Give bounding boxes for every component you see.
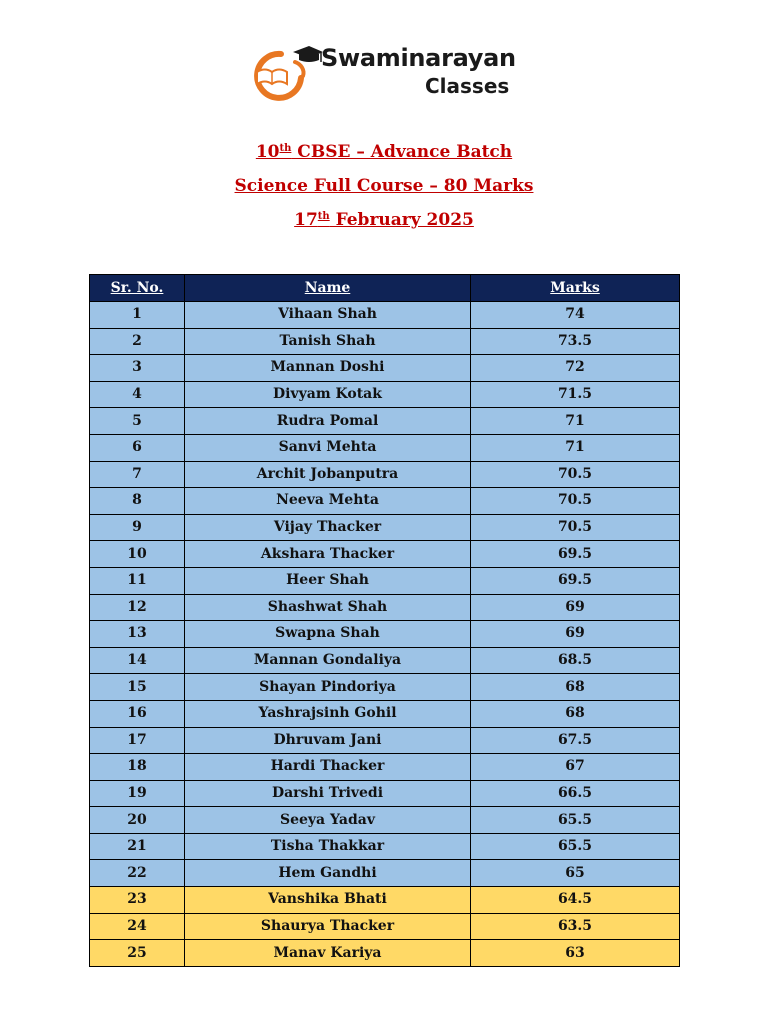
name-cell: Dhruvam Jani xyxy=(185,727,471,754)
table-row xyxy=(90,887,680,914)
name-cell: Shashwat Shah xyxy=(185,594,471,621)
table-row xyxy=(90,328,680,355)
name-cell: Divyam Kotak xyxy=(185,381,471,408)
sr-no-cell: 16 xyxy=(90,700,185,727)
sr-no-cell: 23 xyxy=(90,887,185,914)
batch-heading-ordinal: th xyxy=(279,143,292,154)
name-cell: Mannan Doshi xyxy=(185,355,471,382)
marks-table xyxy=(89,274,680,967)
name-cell: Heer Shah xyxy=(185,567,471,594)
table-row xyxy=(90,807,680,834)
name-cell: Shayan Pindoriya xyxy=(185,674,471,701)
batch-heading-text: CBSE – Advance Batch xyxy=(291,142,513,162)
sr-no-cell: 5 xyxy=(90,408,185,435)
table-row xyxy=(90,833,680,860)
marks-cell: 65 xyxy=(471,860,680,887)
table-row xyxy=(90,408,680,435)
sr-no-cell: 25 xyxy=(90,940,185,967)
name-cell: Vihaan Shah xyxy=(185,302,471,329)
name-cell: Vijay Thacker xyxy=(185,514,471,541)
marks-cell: 72 xyxy=(471,355,680,382)
name-cell: Shaurya Thacker xyxy=(185,913,471,940)
marks-cell: 69.5 xyxy=(471,567,680,594)
table-row xyxy=(90,434,680,461)
name-cell: Darshi Trivedi xyxy=(185,780,471,807)
name-cell: Swapna Shah xyxy=(185,621,471,648)
table-row xyxy=(90,461,680,488)
table-row xyxy=(90,621,680,648)
sr-no-cell: 4 xyxy=(90,381,185,408)
table-row xyxy=(90,514,680,541)
date-heading-ordinal: th xyxy=(317,211,330,222)
sr-no-cell: 17 xyxy=(90,727,185,754)
name-cell: Vanshika Bhati xyxy=(185,887,471,914)
sr-no-cell: 1 xyxy=(90,302,185,329)
sr-no-cell: 24 xyxy=(90,913,185,940)
table-body xyxy=(90,302,680,967)
sr-no-cell: 8 xyxy=(90,488,185,515)
sr-no-cell: 10 xyxy=(90,541,185,568)
book-graduation-cap-logo-icon xyxy=(243,42,323,102)
name-cell: Archit Jobanputra xyxy=(185,461,471,488)
marks-cell: 74 xyxy=(471,302,680,329)
marks-cell: 63.5 xyxy=(471,913,680,940)
sr-no-cell: 2 xyxy=(90,328,185,355)
sr-no-cell: 9 xyxy=(90,514,185,541)
marks-cell: 69.5 xyxy=(471,541,680,568)
table-row xyxy=(90,727,680,754)
marks-cell: 67.5 xyxy=(471,727,680,754)
marks-cell: 71 xyxy=(471,434,680,461)
name-cell: Tanish Shah xyxy=(185,328,471,355)
sr-no-cell: 18 xyxy=(90,754,185,781)
table-row xyxy=(90,860,680,887)
sr-no-cell: 13 xyxy=(90,621,185,648)
course-heading: Science Full Course – 80 Marks xyxy=(234,176,534,196)
sr-no-cell: 6 xyxy=(90,434,185,461)
sr-no-cell: 7 xyxy=(90,461,185,488)
table-row xyxy=(90,355,680,382)
marks-cell: 69 xyxy=(471,621,680,648)
sr-no-cell: 11 xyxy=(90,567,185,594)
sr-no-cell: 14 xyxy=(90,647,185,674)
marks-cell: 69 xyxy=(471,594,680,621)
table-row xyxy=(90,567,680,594)
table-row xyxy=(90,488,680,515)
marks-cell: 70.5 xyxy=(471,514,680,541)
table-row xyxy=(90,913,680,940)
marks-cell: 73.5 xyxy=(471,328,680,355)
marks-cell: 70.5 xyxy=(471,461,680,488)
table-row xyxy=(90,594,680,621)
marks-cell: 65.5 xyxy=(471,833,680,860)
marks-cell: 68.5 xyxy=(471,647,680,674)
marks-cell: 68 xyxy=(471,700,680,727)
marks-cell: 68 xyxy=(471,674,680,701)
marks-cell: 71 xyxy=(471,408,680,435)
table-row xyxy=(90,541,680,568)
brand-name: Swaminarayan xyxy=(321,44,516,72)
name-cell: Hardi Thacker xyxy=(185,754,471,781)
table-row xyxy=(90,381,680,408)
column-header-name: Name xyxy=(185,275,471,302)
name-cell: Manav Kariya xyxy=(185,940,471,967)
brand-logo xyxy=(243,42,516,102)
name-cell: Tisha Thakkar xyxy=(185,833,471,860)
column-header-sr-no: Sr. No. xyxy=(90,275,185,302)
date-heading-text: February 2025 xyxy=(329,210,474,230)
marks-cell: 67 xyxy=(471,754,680,781)
name-cell: Akshara Thacker xyxy=(185,541,471,568)
sr-no-cell: 21 xyxy=(90,833,185,860)
date-heading-day: 17 xyxy=(294,210,318,230)
sr-no-cell: 20 xyxy=(90,807,185,834)
name-cell: Sanvi Mehta xyxy=(185,434,471,461)
name-cell: Yashrajsinh Gohil xyxy=(185,700,471,727)
marks-cell: 64.5 xyxy=(471,887,680,914)
sr-no-cell: 22 xyxy=(90,860,185,887)
marks-cell: 65.5 xyxy=(471,807,680,834)
batch-heading-number: 10 xyxy=(255,142,280,162)
sr-no-cell: 3 xyxy=(90,355,185,382)
date-heading xyxy=(0,210,768,230)
column-header-marks: Marks xyxy=(471,275,680,302)
sr-no-cell: 12 xyxy=(90,594,185,621)
table-row xyxy=(90,780,680,807)
name-cell: Mannan Gondaliya xyxy=(185,647,471,674)
batch-heading xyxy=(0,142,768,162)
table-row xyxy=(90,302,680,329)
marks-cell: 66.5 xyxy=(471,780,680,807)
sr-no-cell: 19 xyxy=(90,780,185,807)
table-row xyxy=(90,647,680,674)
table-row xyxy=(90,674,680,701)
marks-cell: 70.5 xyxy=(471,488,680,515)
sr-no-cell: 15 xyxy=(90,674,185,701)
name-cell: Neeva Mehta xyxy=(185,488,471,515)
table-row xyxy=(90,700,680,727)
table-header-row xyxy=(90,275,680,302)
table-row xyxy=(90,754,680,781)
name-cell: Rudra Pomal xyxy=(185,408,471,435)
table-row xyxy=(90,940,680,967)
marks-cell: 71.5 xyxy=(471,381,680,408)
name-cell: Seeya Yadav xyxy=(185,807,471,834)
brand-subtitle: Classes xyxy=(425,74,510,98)
marks-cell: 63 xyxy=(471,940,680,967)
name-cell: Hem Gandhi xyxy=(185,860,471,887)
